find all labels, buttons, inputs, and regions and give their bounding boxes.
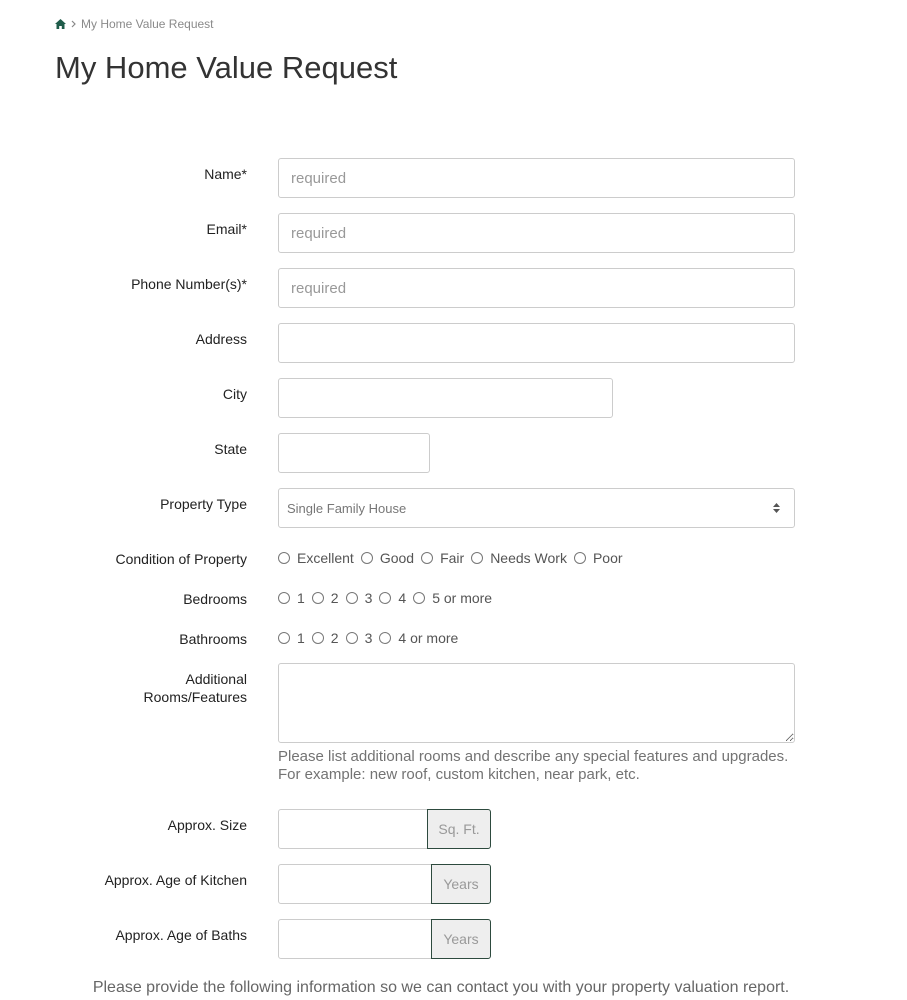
city-input[interactable] [278,378,613,418]
home-icon[interactable] [55,19,66,29]
additional-label-line1: Additional [185,671,247,687]
state-label: State [214,441,247,457]
condition-option-needs-work[interactable] [471,550,567,566]
breadcrumb-current: My Home Value Request [81,17,214,31]
condition-option-poor[interactable] [574,550,623,566]
kitchen-age-unit-addon: Years [431,864,491,904]
bedrooms-option-1[interactable] [278,590,305,606]
condition-label: Condition of Property [115,551,247,567]
kitchen-age-input[interactable] [278,864,432,904]
radio-icon[interactable] [471,552,483,564]
condition-option-excellent[interactable] [278,550,354,566]
radio-label: 4 or more [398,630,459,646]
radio-icon[interactable] [312,592,324,604]
radio-icon[interactable] [278,632,290,644]
bedrooms-option-5-or-more[interactable] [413,590,492,606]
property-type-value: Single Family House [287,500,407,516]
bedrooms-label: Bedrooms [183,591,247,607]
radio-icon[interactable] [278,552,290,564]
radio-label: Fair [440,550,465,566]
radio-label: Poor [592,550,623,566]
radio-label: Needs Work [490,550,567,566]
bathrooms-option-1[interactable] [278,630,305,646]
radio-label: 3 [364,630,373,646]
breadcrumb [55,16,214,32]
page-title: My Home Value Request [55,50,398,85]
state-input[interactable] [278,433,430,473]
bathrooms-option-3[interactable] [346,630,373,646]
bedrooms-radio-group [278,588,499,608]
radio-icon[interactable] [346,592,358,604]
bedrooms-option-2[interactable] [312,590,339,606]
radio-label: Good [379,550,415,566]
bedrooms-option-4[interactable] [379,590,406,606]
property-type-label: Property Type [160,496,247,512]
radio-icon[interactable] [413,592,425,604]
radio-label: 1 [297,630,305,646]
radio-label: Excellent [297,550,354,566]
radio-label: 2 [330,590,339,606]
size-unit-addon: Sq. Ft. [427,809,491,849]
address-input[interactable] [278,323,795,363]
address-label: Address [195,331,247,347]
radio-label: 1 [297,590,305,606]
property-type-select[interactable] [278,488,795,528]
bathrooms-option-2[interactable] [312,630,339,646]
radio-icon[interactable] [361,552,373,564]
bathrooms-option-4-or-more[interactable] [379,630,458,646]
city-label: City [222,386,247,402]
additional-features-help: Please list additional rooms and describe any special features and upgrades. For example: new roof, custom kitchen, near park, etc. [278,748,789,783]
bathrooms-radio-group [278,628,465,648]
condition-option-good[interactable] [361,550,414,566]
radio-label: 3 [364,590,373,606]
radio-label: 5 or more [432,590,493,606]
radio-icon[interactable] [379,632,391,644]
condition-radio-group [278,548,630,568]
size-label: Approx. Size [167,817,247,833]
bathrooms-label: Bathrooms [179,631,247,647]
baths-age-label: Approx. Age of Baths [115,927,247,943]
phone-label: Phone Number(s)* [131,276,247,292]
name-label: Name* [204,166,247,182]
chevron-right-icon [71,20,76,28]
email-label: Email* [206,221,247,237]
kitchen-age-label: Approx. Age of Kitchen [104,872,247,888]
additional-label-line2: Rooms/Features [143,689,247,705]
size-input[interactable] [278,809,428,849]
radio-label: 4 [398,590,407,606]
radio-icon[interactable] [346,632,358,644]
additional-features-label [144,670,247,706]
bedrooms-option-3[interactable] [346,590,373,606]
sort-caret-icon [773,502,780,517]
name-input[interactable] [278,158,795,198]
radio-icon[interactable] [312,632,324,644]
contact-info-note: Please provide the following information so we can contact you with your property valuation report. [92,979,790,996]
baths-age-input[interactable] [278,919,432,959]
email-input[interactable] [278,213,795,253]
additional-features-textarea[interactable] [278,663,795,743]
radio-icon[interactable] [574,552,586,564]
baths-age-unit-addon: Years [431,919,491,959]
condition-option-fair[interactable] [421,550,464,566]
radio-icon[interactable] [379,592,391,604]
radio-icon[interactable] [421,552,433,564]
phone-input[interactable] [278,268,795,308]
radio-label: 2 [330,630,339,646]
radio-icon[interactable] [278,592,290,604]
